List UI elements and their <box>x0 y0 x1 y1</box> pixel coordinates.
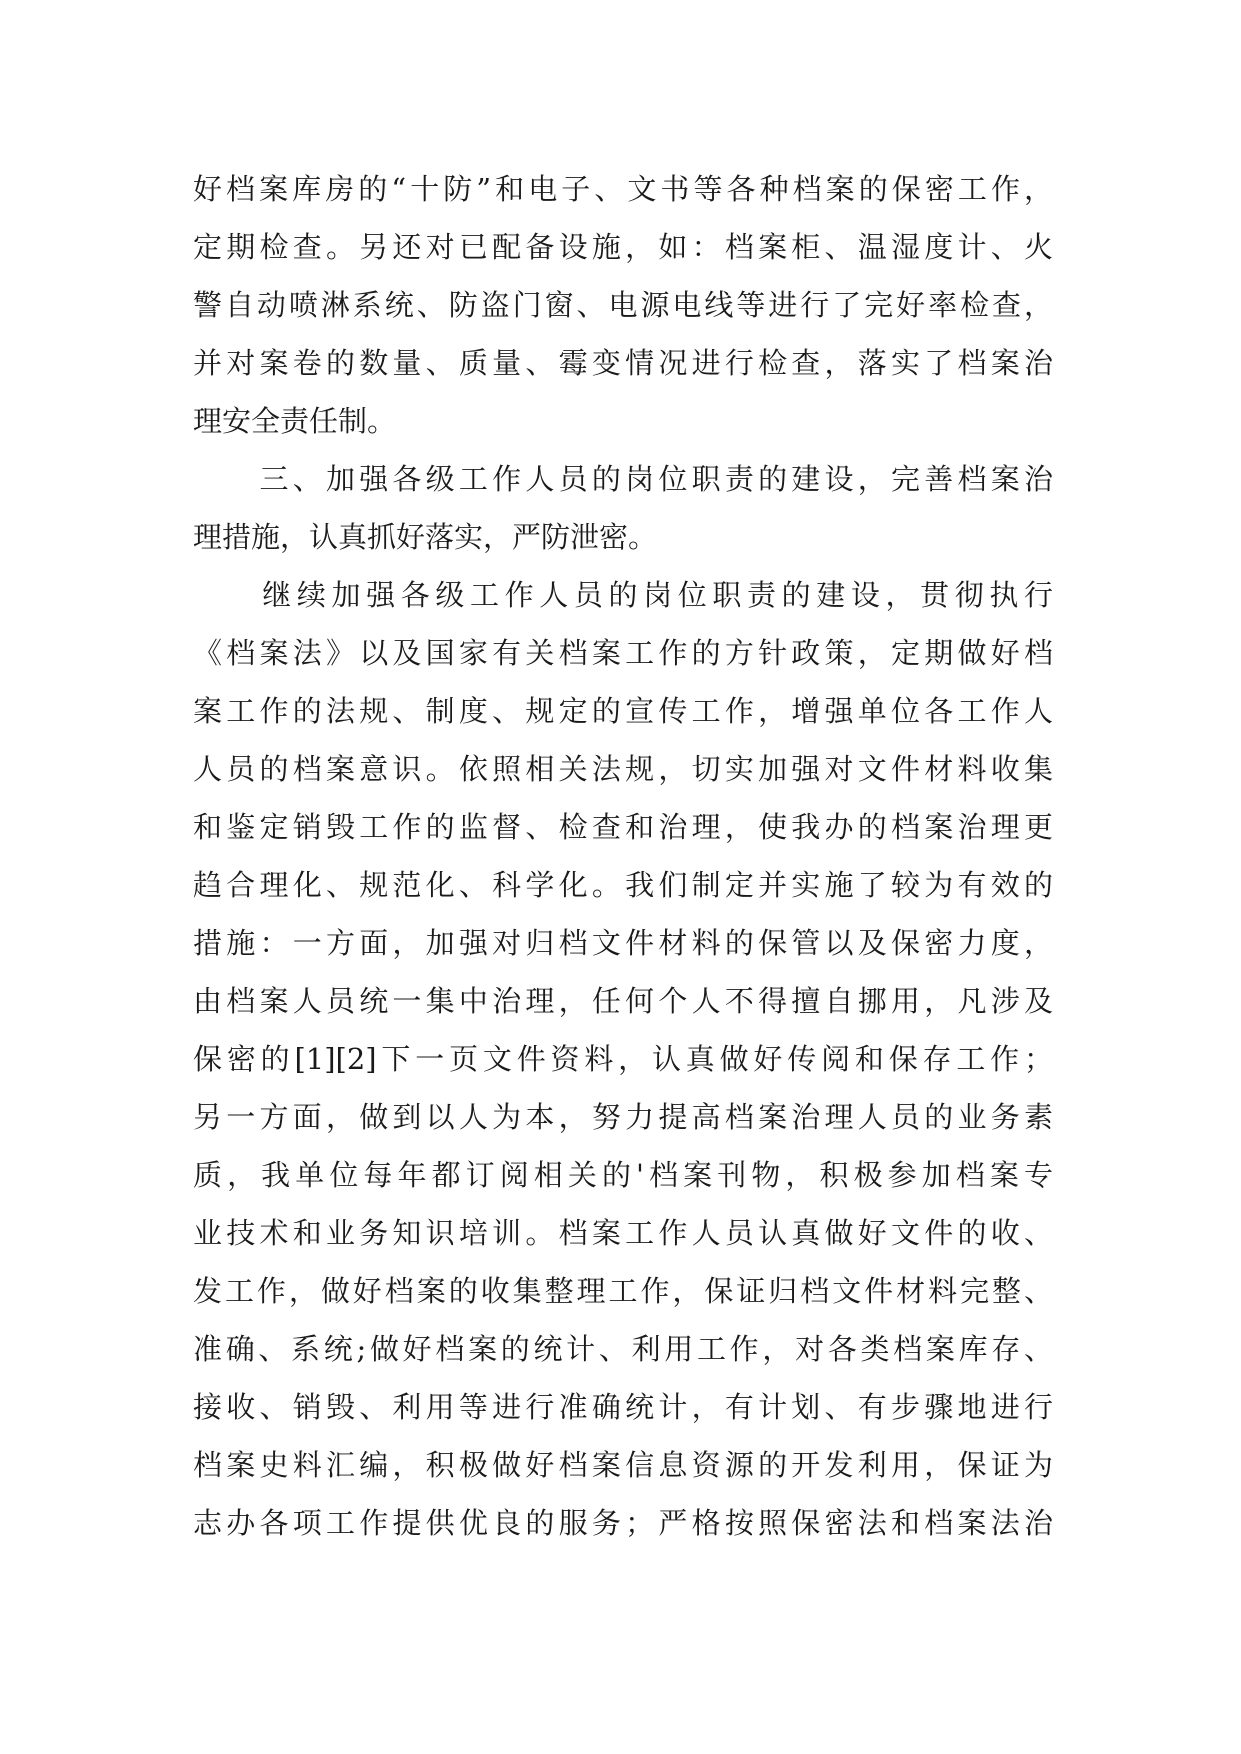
text-line: 接收、销毁、利用等进行准确统计，有计划、有步骤地进行 <box>193 1390 1053 1424</box>
text-line: 档案史料汇编，积极做好档案信息资源的开发利用，保证为 <box>193 1448 1053 1482</box>
text-line: 准确、系统;做好档案的统计、利用工作，对各类档案库存、 <box>193 1332 1053 1366</box>
section-heading-line: 理措施，认真抓好落实，严防泄密。 <box>193 520 658 554</box>
text-line: 好档案库房的“十防”和电子、文书等各种档案的保密工作， <box>193 172 1053 206</box>
text-line: 另一方面，做到以人为本，努力提高档案治理人员的业务素 <box>193 1100 1053 1134</box>
section-heading-line: 三、加强各级工作人员的岗位职责的建设，完善档案治 <box>193 462 1053 496</box>
text-line: 继续加强各级工作人员的岗位职责的建设，贯彻执行 <box>193 578 1053 612</box>
text-line: 警自动喷淋系统、防盗门窗、电源电线等进行了完好率检查， <box>193 288 1053 322</box>
text-line: 《档案法》以及国家有关档案工作的方针政策，定期做好档 <box>193 636 1053 670</box>
text-line: 案工作的法规、制度、规定的宣传工作，增强单位各工作人 <box>193 694 1053 728</box>
text-line: 质，我单位每年都订阅相关的'档案刊物，积极参加档案专 <box>193 1158 1053 1192</box>
text-line: 发工作，做好档案的收集整理工作，保证归档文件材料完整、 <box>193 1274 1053 1308</box>
text-line: 趋合理化、规范化、科学化。我们制定并实施了较为有效的 <box>193 868 1053 902</box>
text-line: 业技术和业务知识培训。档案工作人员认真做好文件的收、 <box>193 1216 1053 1250</box>
text-line: 理安全责任制。 <box>193 404 397 438</box>
text-line: 定期检查。另还对已配备设施，如：档案柜、温湿度计、火 <box>193 230 1053 264</box>
text-line: 措施：一方面，加强对归档文件材料的保管以及保密力度， <box>193 926 1053 960</box>
text-line: 由档案人员统一集中治理，任何个人不得擅自挪用，凡涉及 <box>193 984 1053 1018</box>
text-line: 志办各项工作提供优良的服务；严格按照保密法和档案法治 <box>193 1506 1053 1540</box>
body-text <box>193 160 1053 1552</box>
text-line: 保密的[1][2]下一页文件资料，认真做好传阅和保存工作； <box>193 1042 1053 1076</box>
text-line: 人员的档案意识。依照相关法规，切实加强对文件材料收集 <box>193 752 1053 786</box>
text-line: 和鉴定销毁工作的监督、检查和治理，使我办的档案治理更 <box>193 810 1053 844</box>
text-line: 并对案卷的数量、质量、霉变情况进行检查，落实了档案治 <box>193 346 1053 380</box>
